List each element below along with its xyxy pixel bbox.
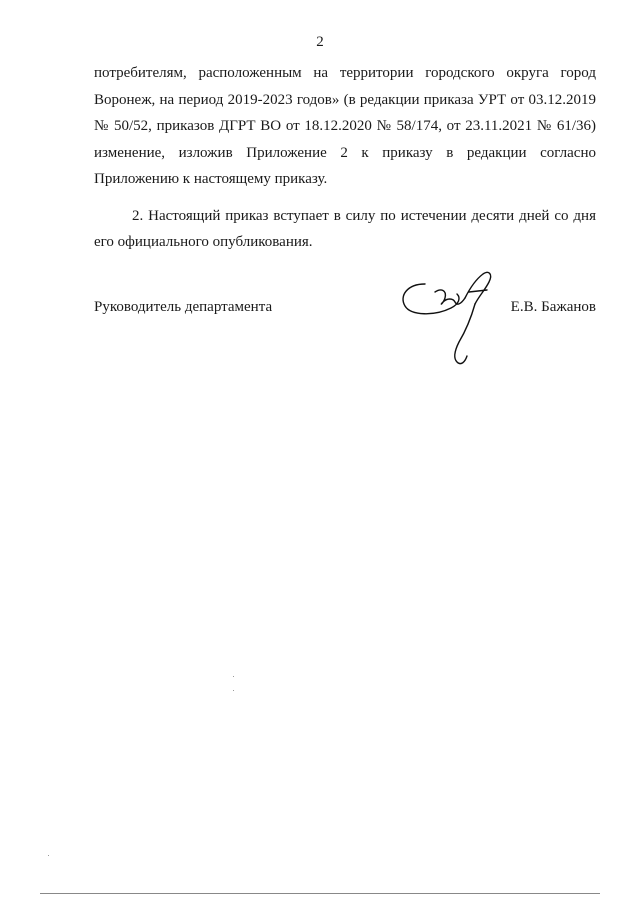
text-line: № 50/52, приказов ДГРТ ВО от 18.12.2020 № 58/174, от 23.11.2021 № 61/36)	[94, 118, 596, 134]
page-number: 2	[316, 34, 324, 50]
text-line: Воронеж, на период 2019-2023 годов» (в редакции приказа УРТ от 03.12.2019	[94, 91, 596, 108]
scan-speck	[233, 690, 234, 691]
scan-speck	[233, 676, 234, 677]
text-line: 2. Настоящий приказ вступает в силу по истечении десяти дней со дня	[132, 207, 596, 224]
handwritten-signature	[395, 262, 505, 372]
scan-speck	[48, 855, 49, 856]
body-text	[94, 60, 596, 256]
text-line: изменение, изложив Приложение 2 к приказу в редакции согласно	[94, 144, 596, 161]
signer-position: Руководитель департамента	[94, 299, 273, 315]
paragraph-amendment	[94, 60, 596, 193]
text-line: потребителям, расположенным на территории городского округа город	[94, 65, 596, 81]
paragraph-effective-date	[94, 203, 596, 256]
scan-edge-line	[40, 893, 600, 894]
signer-name: Е.В. Бажанов	[510, 299, 596, 315]
text-line: Приложению к настоящему приказу.	[94, 171, 328, 187]
text-line: его официального опубликования.	[94, 234, 313, 250]
